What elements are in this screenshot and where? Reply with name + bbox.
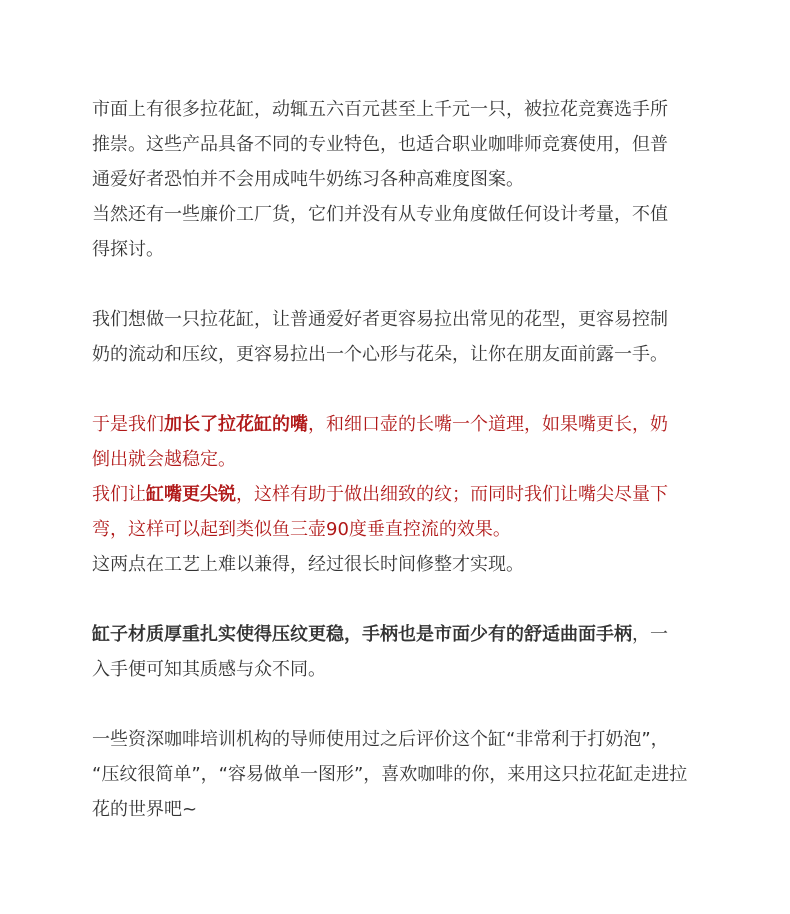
- paragraph-spacer: [92, 267, 712, 302]
- text-segment: ，和细口壶的长嘴一个道理，如果嘴更长，奶: [308, 414, 668, 435]
- text-segment: 我们让: [92, 484, 146, 505]
- highlight-longer-spout: 加长了拉花缸的嘴: [164, 414, 308, 435]
- text-line: [92, 617, 712, 652]
- text-line: 倒出就会越稳定。: [92, 449, 236, 470]
- text-line: “压纹很简单”，“容易做单一图形”，喜欢咖啡的你，来用这只拉花缸走进拉: [92, 764, 688, 785]
- highlight-sharper-spout: 缸嘴更尖锐: [146, 484, 236, 505]
- text-line: 奶的流动和压纹，更容易拉出一个心形与花朵，让你在朋友面前露一手。: [92, 344, 668, 365]
- text-segment: ，一: [632, 624, 668, 645]
- paragraph-spacer: [92, 582, 712, 617]
- paragraph-goal: [92, 302, 712, 372]
- text-line: [92, 477, 712, 512]
- paragraph-reviews: [92, 722, 712, 827]
- text-line: 这两点在工艺上难以兼得，经过很长时间修整才实现。: [92, 554, 524, 575]
- text-line: 花的世界吧~: [92, 799, 198, 820]
- text-line: 通爱好者恐怕并不会用成吨牛奶练习各种高难度图案。: [92, 169, 524, 190]
- highlight-material-handle: 缸子材质厚重扎实使得压纹更稳，手柄也是市面少有的舒适曲面手柄: [92, 624, 632, 645]
- paragraph-spout-features: [92, 407, 712, 547]
- text-line: [92, 407, 712, 442]
- paragraph-spacer: [92, 372, 712, 407]
- text-line: 一些资深咖啡培训机构的导师使用过之后评价这个缸“非常利于打奶泡”，: [92, 729, 669, 750]
- text-line: 推崇。这些产品具备不同的专业特色，也适合职业咖啡师竞赛使用，但普: [92, 134, 668, 155]
- paragraph-intro: [92, 92, 712, 267]
- text-line: 入手便可知其质感与众不同。: [92, 659, 326, 680]
- article-body: [92, 92, 712, 827]
- text-segment: ，这样有助于做出细致的纹；而同时我们让嘴尖尽量下: [236, 484, 668, 505]
- text-line: 得探讨。: [92, 239, 164, 260]
- text-line: 当然还有一些廉价工厂货，它们并没有从专业角度做任何设计考量，不值: [92, 204, 668, 225]
- text-line: 我们想做一只拉花缸，让普通爱好者更容易拉出常见的花型，更容易控制: [92, 309, 668, 330]
- paragraph-spacer: [92, 687, 712, 722]
- text-segment: 于是我们: [92, 414, 164, 435]
- text-line: 市面上有很多拉花缸，动辄五六百元甚至上千元一只，被拉花竞赛选手所: [92, 99, 668, 120]
- paragraph-material: [92, 617, 712, 687]
- text-line: 弯，这样可以起到类似鱼三壶90度垂直控流的效果。: [92, 519, 511, 540]
